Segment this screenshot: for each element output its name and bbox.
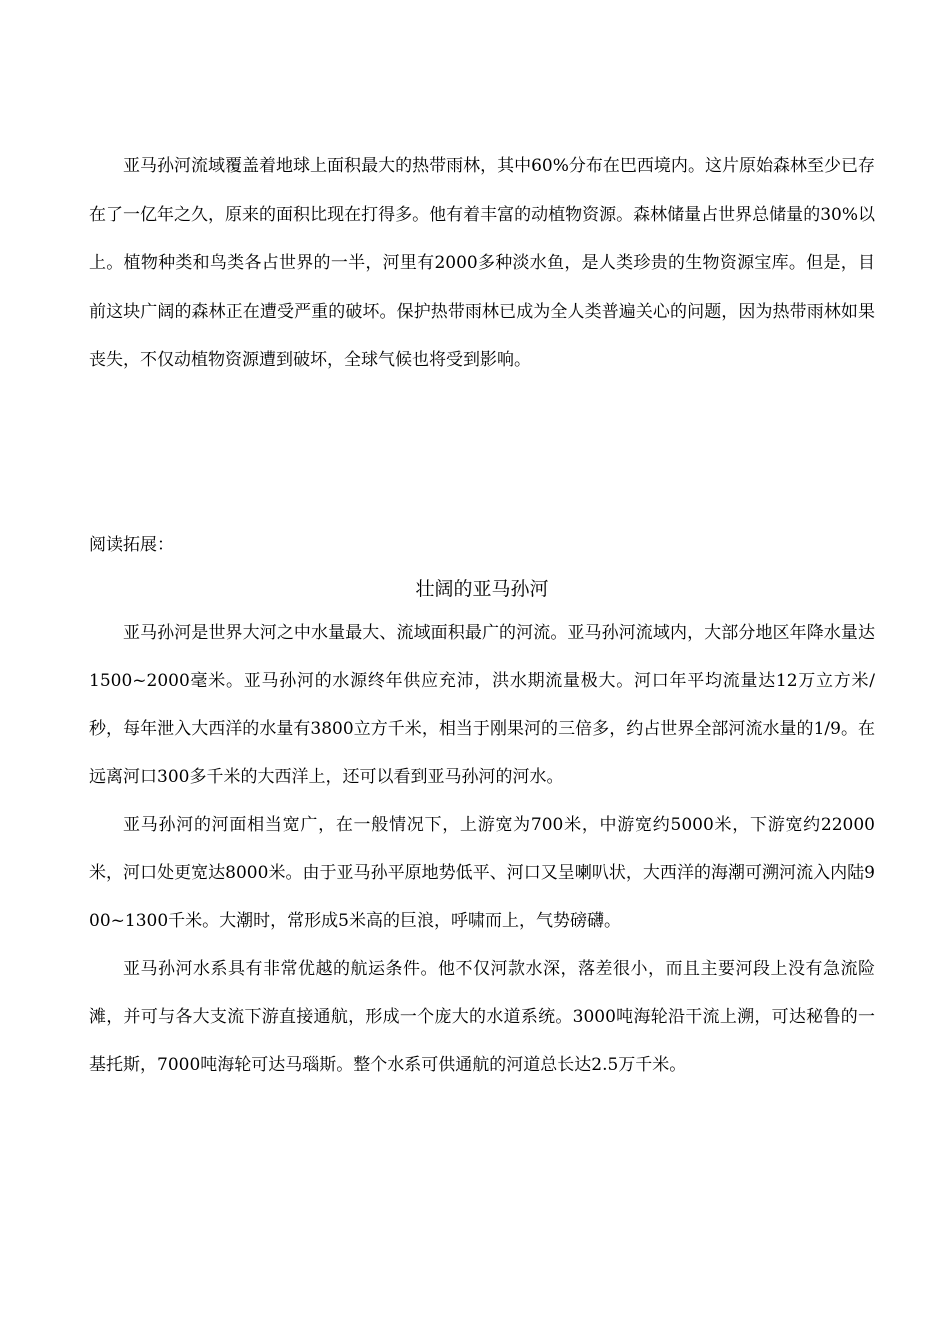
intro-section [89,142,875,385]
article-paragraph-2: 亚马孙河的河面相当宽广，在一般情况下，上游宽为700米，中游宽约5000米，下游宽约22000米，河口处更宽达8000米。由于亚马孙平原地势低平、河口又呈喇叭状，大西洋的海潮可溯河流入内陆900~1300千米。大潮时，常形成5米高的巨浪，呼啸而上，气势磅礴。 [89,815,875,931]
article-title: 壮阔的亚马孙河 [415,578,549,600]
article-paragraph-3: 亚马孙河水系具有非常优越的航运条件。他不仅河款水深，落差很小，而且主要河段上没有急流险滩，并可与各大支流下游直接通航，形成一个庞大的水道系统。3000吨海轮沿干流上溯，可达秘鲁的一基托斯，7000吨海轮可达马瑙斯。整个水系可供通航的河道总长达2.5万千米。 [89,959,875,1075]
intro-paragraph: 亚马孙河流域覆盖着地球上面积最大的热带雨林，其中60%分布在巴西境内。这片原始森林至少已存在了一亿年之久，原来的面积比现在打得多。他有着丰富的动植物资源。森林储量占世界总储量的30%以上。植物种类和鸟类各占世界的一半，河里有2000多种淡水鱼，是人类珍贵的生物资源宝库。但是，目前这块广阔的森林正在遭受严重的破坏。保护热带雨林已成为全人类普遍关心的问题，因为热带雨林如果丧失，不仅动植物资源遭到破坏，全球气候也将受到影响。 [89,156,875,370]
reading-extension-section [89,521,875,1089]
reading-extension-label: 阅读拓展： [89,535,174,555]
article-paragraph-1: 亚马孙河是世界大河之中水量最大、流域面积最广的河流。亚马孙河流域内，大部分地区年降水量达1500~2000毫米。亚马孙河的水源终年供应充沛，洪水期流量极大。河口年平均流量达12万立方米/秒，每年泄入大西洋的水量有3800立方千米，相当于刚果河的三倍多，约占世界全部河流水量的1/9。在远离河口300多千米的大西洋上，还可以看到亚马孙河的河水。 [89,623,875,787]
